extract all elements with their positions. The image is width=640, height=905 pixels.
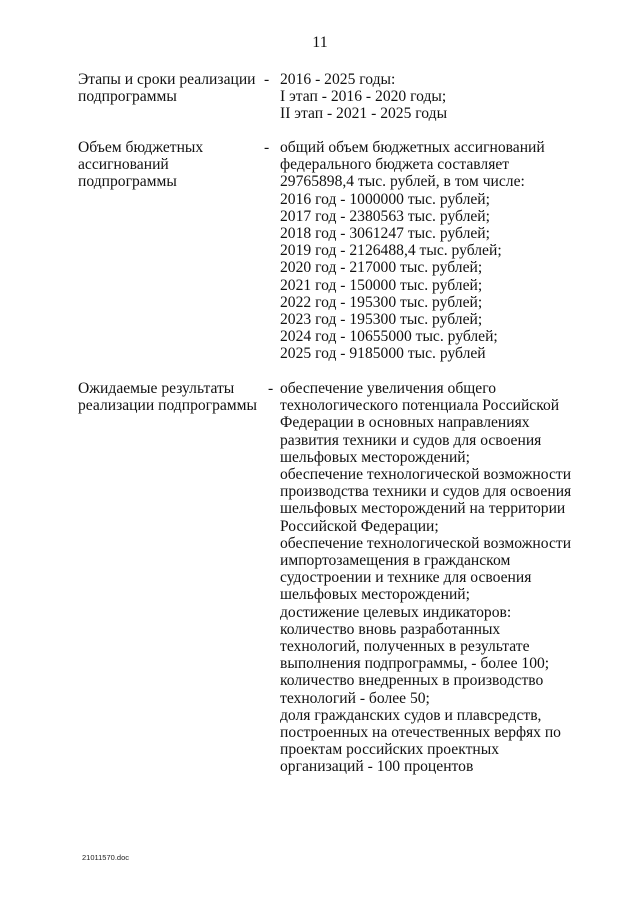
label-line: Объем бюджетных — [78, 139, 204, 156]
value-line: 2021 год - 150000 тыс. рублей; — [280, 276, 483, 294]
section-budget-value — [280, 139, 610, 363]
section-results-label — [78, 380, 263, 414]
value-line: 2017 год - 2380563 тыс. рублей; — [280, 207, 490, 225]
value-line: федерального бюджета составляет — [280, 156, 510, 174]
value-line: 2024 год - 10655000 тыс. рублей; — [280, 328, 498, 346]
value-line: Федерации в основных направлениях — [280, 414, 530, 432]
page-number: 11 — [312, 34, 328, 51]
value-line: построенных на отечественных верфях по — [280, 724, 561, 742]
label-line: подпрограммы — [78, 88, 177, 106]
value-line: шельфовых месторождений; — [280, 448, 470, 466]
label-line: Этапы и сроки реализации — [78, 71, 256, 88]
value-line: судостроении и технике для освоения — [280, 569, 532, 587]
value-line: доля гражданских судов и плавсредств, — [280, 706, 542, 724]
value-line: шельфовых месторождений на территории — [280, 500, 566, 518]
value-line: количество вновь разработанных — [280, 620, 501, 638]
value-line: обеспечение увеличения общего — [280, 380, 497, 397]
value-line: 2022 год - 195300 тыс. рублей; — [280, 293, 483, 311]
value-line: обеспечение технологической возможности — [280, 466, 572, 484]
section-stages-label — [78, 71, 263, 105]
value-line: 2020 год - 217000 тыс. рублей; — [280, 259, 483, 277]
label-line: реализации подпрограммы — [78, 397, 258, 415]
label-line: ассигнований — [78, 156, 169, 174]
value-line: I этап - 2016 - 2020 годы; — [280, 88, 447, 106]
value-line: развития техники и судов для освоения — [280, 431, 542, 449]
value-line: 2019 год - 2126488,4 тыс. рублей; — [280, 242, 502, 260]
document-footer-filename: 21011570.doc — [82, 853, 129, 862]
value-line: достижение целевых индикаторов: — [280, 603, 512, 621]
value-line: выполнения подпрограммы, - более 100; — [280, 655, 550, 673]
section-budget-label — [78, 139, 263, 191]
value-line: 2018 год - 3061247 тыс. рублей; — [280, 225, 490, 243]
value-line: Российской Федерации; — [280, 517, 439, 535]
value-line: 2025 год - 9185000 тыс. рублей — [280, 345, 486, 363]
value-line: организаций - 100 процентов — [280, 758, 474, 776]
value-line: 2023 год - 195300 тыс. рублей; — [280, 311, 483, 329]
label-line: подпрограммы — [78, 173, 177, 191]
value-line: проектам российских проектных — [280, 741, 500, 759]
section-stages-value — [280, 71, 610, 123]
dash: - — [264, 71, 270, 88]
value-line: производства техники и судов для освоения — [280, 483, 572, 501]
value-line: общий объем бюджетных ассигнований — [280, 139, 545, 156]
value-line: шельфовых месторождений; — [280, 586, 470, 604]
value-line: 29765898,4 тыс. рублей, в том числе: — [280, 173, 525, 191]
value-line: технологий - более 50; — [280, 689, 430, 707]
value-line: обеспечение технологической возможности — [280, 534, 572, 552]
value-line: технологий, полученных в результате — [280, 638, 530, 656]
value-line: II этап - 2021 - 2025 годы — [280, 105, 448, 123]
dash: - — [268, 380, 274, 397]
value-line: технологического потенциала Российской — [280, 397, 560, 415]
section-results-value — [280, 380, 610, 776]
dash: - — [264, 139, 270, 156]
value-line: 2016 - 2025 годы: — [280, 71, 396, 88]
value-line: количество внедренных в производство — [280, 672, 544, 690]
value-line: 2016 год - 1000000 тыс. рублей; — [280, 190, 490, 208]
value-line: импортозамещения в гражданском — [280, 552, 511, 570]
label-line: Ожидаемые результаты — [78, 380, 235, 397]
